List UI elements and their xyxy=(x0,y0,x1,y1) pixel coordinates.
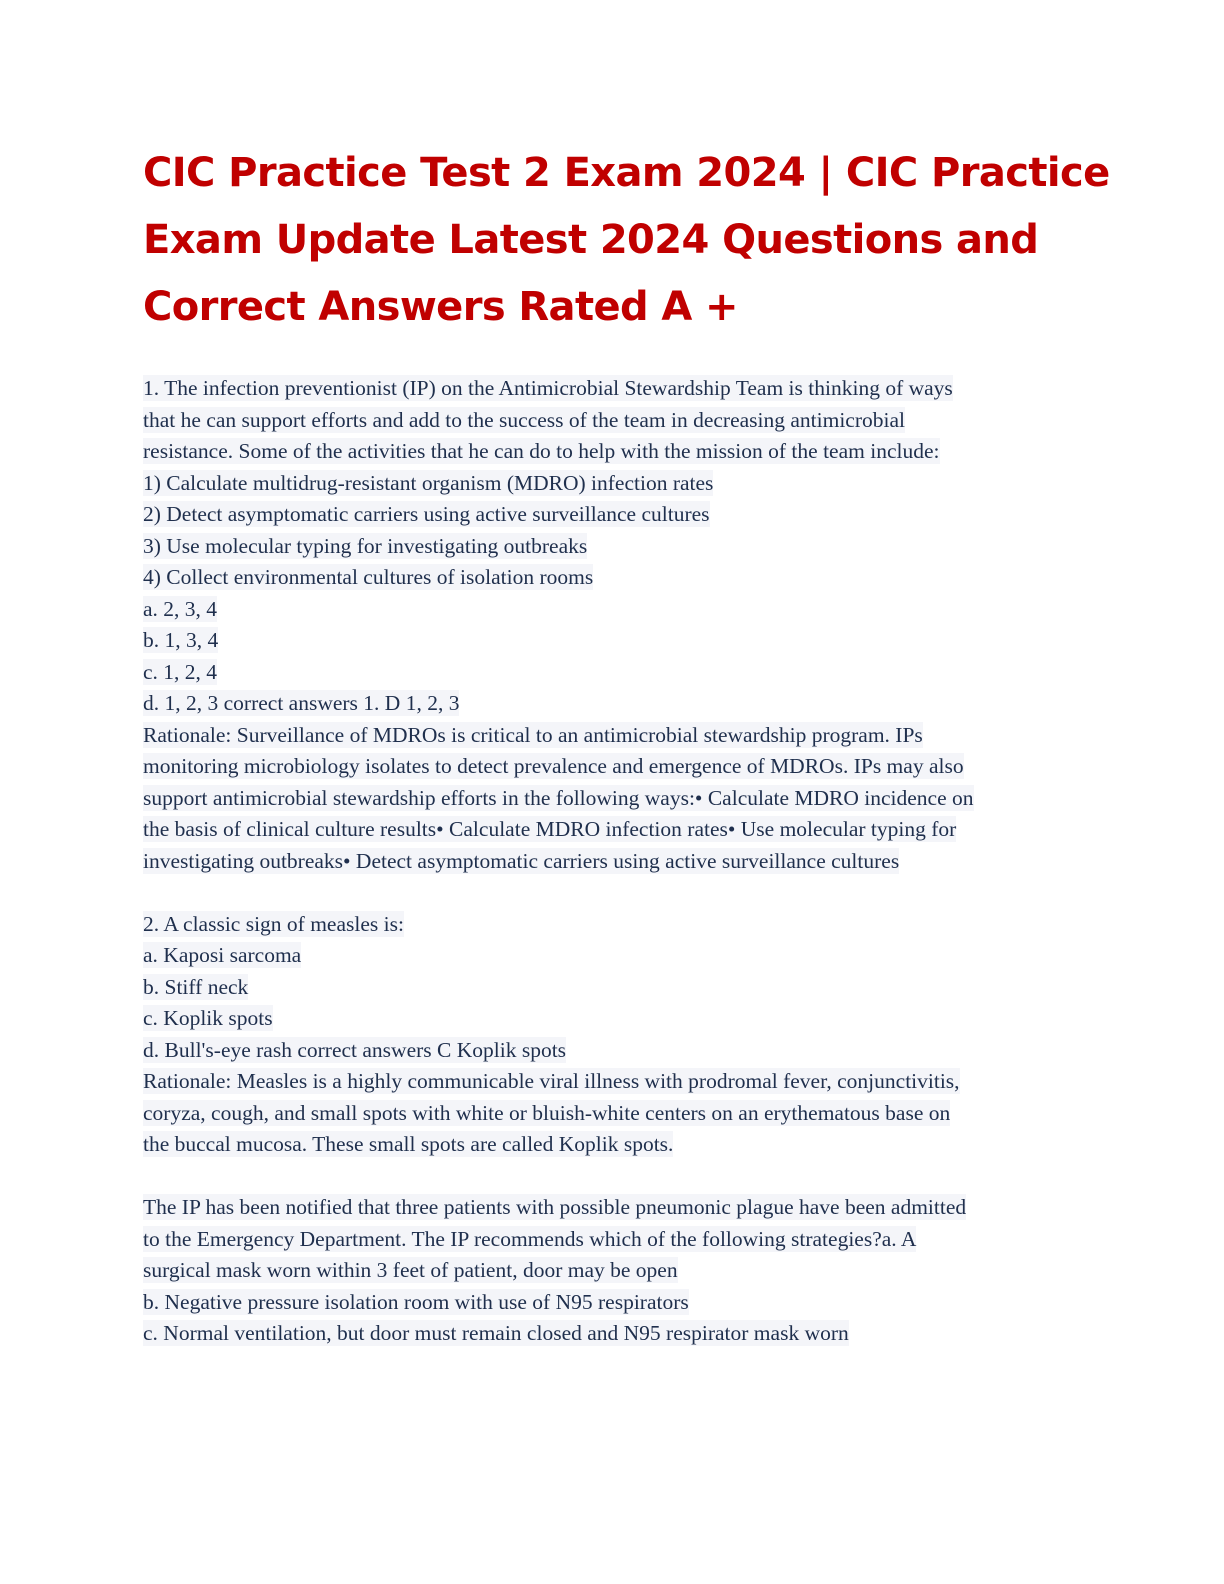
text-line: d. 1, 2, 3 correct answers 1. D 1, 2, 3 xyxy=(143,691,460,715)
question-2-line xyxy=(143,1129,1083,1161)
text-line: c. Koplik spots xyxy=(143,1006,273,1030)
text-line: c. Normal ventilation, but door must remain closed and N95 respirator mask worn xyxy=(143,1321,849,1345)
text-line: b. 1, 3, 4 xyxy=(143,628,219,652)
text-line: 2) Detect asymptomatic carriers using active surveillance cultures xyxy=(143,502,710,526)
question-1-line xyxy=(143,688,1083,720)
text-line: support antimicrobial stewardship efforts in the following ways:• Calculate MDRO incidence on xyxy=(143,785,974,810)
text-line: c. 1, 2, 4 xyxy=(143,659,218,684)
question-2-line xyxy=(143,1066,1083,1098)
text-line: the basis of clinical culture results• Calculate MDRO infection rates• Use molecular typing for xyxy=(143,817,957,841)
question-1-line xyxy=(143,783,1083,815)
question-1-line xyxy=(143,373,1083,405)
question-1-line xyxy=(143,846,1083,878)
question-3-line xyxy=(143,1192,1083,1224)
question-1-line xyxy=(143,562,1083,594)
question-2-line xyxy=(143,1098,1083,1130)
text-line: to the Emergency Department. The IP recommends which of the following strategies?a. A xyxy=(143,1226,917,1251)
text-line: that he can support efforts and add to the success of the team in decreasing antimicrobial xyxy=(143,407,906,432)
text-line: 4) Collect environmental cultures of isolation rooms xyxy=(143,565,594,589)
question-3 xyxy=(143,1192,1083,1350)
document-body xyxy=(143,373,1083,1350)
question-3-line xyxy=(143,1318,1083,1350)
text-line: The IP has been notified that three patients with possible pneumonic plague have been admitted xyxy=(143,1195,967,1219)
text-line: monitoring microbiology isolates to detect prevalence and emergence of MDROs. IPs may also xyxy=(143,754,964,778)
paragraph-gap xyxy=(143,877,1083,909)
document-title xyxy=(143,140,1110,341)
text-line: resistance. Some of the activities that he can do to help with the mission of the team include: xyxy=(143,439,940,463)
text-line: surgical mask worn within 3 feet of patient, door may be open xyxy=(143,1258,678,1282)
question-2 xyxy=(143,909,1083,1161)
question-1-line xyxy=(143,751,1083,783)
text-line: coryza, cough, and small spots with white or bluish-white centers on an erythematous base on xyxy=(143,1100,951,1125)
text-line: 1. The infection preventionist (IP) on the Antimicrobial Stewardship Team is thinking of ways xyxy=(143,376,953,400)
question-2-line xyxy=(143,1035,1083,1067)
question-1-line xyxy=(143,814,1083,846)
question-1-line xyxy=(143,499,1083,531)
question-2-line xyxy=(143,1003,1083,1035)
question-3-line xyxy=(143,1255,1083,1287)
question-1-line xyxy=(143,720,1083,752)
question-2-line xyxy=(143,972,1083,1004)
text-line: a. Kaposi sarcoma xyxy=(143,943,302,967)
text-line: investigating outbreaks• Detect asymptomatic carriers using active surveillance cultures xyxy=(143,848,900,873)
text-line: b. Negative pressure isolation room with use of N95 respirators xyxy=(143,1289,689,1314)
text-line: a. 2, 3, 4 xyxy=(143,596,218,621)
question-1-line xyxy=(143,594,1083,626)
title-line: Correct Answers Rated A + xyxy=(143,284,738,330)
text-line: 3) Use molecular typing for investigating outbreaks xyxy=(143,533,588,558)
paragraph-gap xyxy=(143,1161,1083,1193)
question-1-line xyxy=(143,405,1083,437)
question-1-line xyxy=(143,625,1083,657)
question-3-line xyxy=(143,1224,1083,1256)
title-line: CIC Practice Test 2 Exam 2024 | CIC Practice xyxy=(143,150,1110,196)
title-line: Exam Update Latest 2024 Questions and xyxy=(143,217,1039,263)
question-3-line xyxy=(143,1287,1083,1319)
text-line: 2. A classic sign of measles is: xyxy=(143,911,404,936)
text-line: Rationale: Measles is a highly communicable viral illness with prodromal fever, conjunctivitis, xyxy=(143,1069,960,1093)
question-2-line xyxy=(143,940,1083,972)
text-line: Rationale: Surveillance of MDROs is critical to an antimicrobial stewardship program. IPs xyxy=(143,722,923,747)
question-1-line xyxy=(143,468,1083,500)
question-1-line xyxy=(143,657,1083,689)
question-1 xyxy=(143,373,1083,877)
text-line: 1) Calculate multidrug-resistant organism (MDRO) infection rates xyxy=(143,470,714,495)
text-line: d. Bull's-eye rash correct answers C Koplik spots xyxy=(143,1037,567,1062)
text-line: b. Stiff neck xyxy=(143,974,249,999)
question-1-line xyxy=(143,436,1083,468)
text-line: the buccal mucosa. These small spots are called Koplik spots. xyxy=(143,1132,674,1156)
question-2-line xyxy=(143,909,1083,941)
question-1-line xyxy=(143,531,1083,563)
